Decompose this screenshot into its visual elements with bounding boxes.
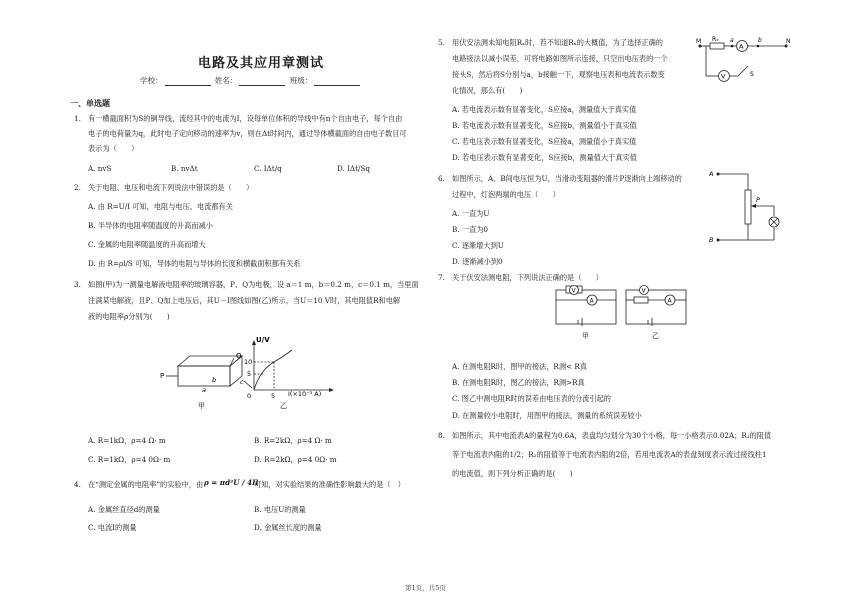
fig5-voltmeter-v: V <box>721 72 726 81</box>
q7-option-c[interactable]: C. 图乙中测电阻R时的误差由电压表的分流引起的 <box>452 394 611 403</box>
q5-number: 5. <box>438 38 445 47</box>
q5-line-1: 用伏安法测未知电阻Rₓ时，若不知道Rₓ的大概值，为了选择正确的 <box>452 38 663 47</box>
q8-number: 8. <box>438 431 445 440</box>
fig3-diagram <box>160 336 340 416</box>
fig5-ammeter-a: A <box>739 42 744 51</box>
page-title: 电路及其应用章测试 <box>198 56 325 71</box>
fig3-label-b: b <box>212 376 217 384</box>
q3-line-1: 如图(甲)为一测量电解液电阻率的玻璃容器，P、Q为电极，设 a＝1 m，b＝0.2 m，c＝0.1 m，当里面 <box>88 280 419 289</box>
q7-option-d[interactable]: D. 在测量较小电阻时，用图甲的接法，测量的系统误差较小 <box>452 411 642 420</box>
name-field[interactable] <box>239 77 285 86</box>
q2-option-b[interactable]: B. 半导体的电阻率随温度的升高而减小 <box>88 221 213 230</box>
q3-option-b[interactable]: B. R=2kΩ，ρ=4 Ω· m <box>254 436 332 445</box>
q6-option-a[interactable]: A. 一直为U <box>452 209 490 218</box>
fig3-caption-yi: 乙 <box>280 402 287 410</box>
q3-option-c[interactable]: C. R=1kΩ，ρ=4 0Ω· m <box>88 455 171 464</box>
q4-option-a[interactable]: A. 金属丝直径d的测量 <box>88 505 160 514</box>
q1-option-b[interactable]: B. nvΔt <box>171 164 198 173</box>
q4-option-d[interactable]: D. 金属丝长度的测量 <box>254 523 322 532</box>
fig7-jia-voltmeter: V <box>571 287 576 295</box>
fig5-label-a: a <box>730 37 734 44</box>
fig6-label-a: A <box>709 170 714 178</box>
fig7-yi-ammeter: A <box>667 297 672 305</box>
fig7-caption-yi: 乙 <box>652 332 659 340</box>
fig3-axis-x: I(×10⁻³ A) <box>288 390 322 398</box>
q1-option-c[interactable]: C. IΔt/q <box>254 164 282 173</box>
fig3-label-q: Q <box>236 352 242 360</box>
fig3-tick-10: 10 <box>244 358 253 366</box>
fig5-label-n: N <box>786 38 791 45</box>
q2-number: 2. <box>74 183 81 192</box>
q6-number: 6. <box>438 174 445 183</box>
q6-option-d[interactable]: D. 逐渐减小到0 <box>452 257 503 266</box>
class-field[interactable] <box>314 77 360 86</box>
q4-option-b[interactable]: B. 电压U的测量 <box>254 505 306 514</box>
fig5-label-b: b <box>758 37 762 44</box>
q1-option-d[interactable]: D. IΔt/Sq <box>337 164 370 173</box>
q3-number: 3. <box>74 280 81 289</box>
fig6-label-p: P <box>756 196 760 204</box>
q1-number: 1. <box>74 114 81 123</box>
q2-line-1: 关于电阻、电压和电流下列说法中错误的是（ ） <box>88 183 254 192</box>
q5-option-b[interactable]: B. 若电流表示数有显著变化，S应接b，测量值小于真实值 <box>452 121 637 130</box>
q1-line-3: 表示为（ ） <box>88 144 139 153</box>
q5-line-3: 接头S，然后将S分别与a，b接触一下，观察电压表和电流表示数变 <box>452 70 665 79</box>
page-footer: 第1页，共5页 <box>405 584 446 592</box>
fig7-yi-voltmeter: V <box>641 287 646 295</box>
q8-line-3: 的电流值，则下列分析正确的是( ) <box>452 469 573 478</box>
q2-option-a[interactable]: A. 由 R=U/I 可知，电阻与电压、电流都有关 <box>88 202 233 211</box>
school-label: 学校： <box>140 76 163 85</box>
fig3-tick-0: 0 <box>247 392 252 400</box>
fig3-tick-5: 5 <box>247 370 252 378</box>
q5-line-2: 电路接法以减小误差，可将电路如图所示连接，只空出电压表的一个 <box>452 54 668 63</box>
fig7-circuits <box>552 286 692 342</box>
class-label: 班级： <box>289 76 313 85</box>
fig3-label-p: P <box>160 372 165 380</box>
fig3-label-c: c <box>240 378 244 386</box>
q5-option-c[interactable]: C. 若电压表示数有显著变化，S应接a，测量值小于真实值 <box>452 137 637 146</box>
q2-option-d[interactable]: D. 由 R=ρl/S 可知，导体的电阻与导体的长度和横截面积都有关系 <box>88 259 301 268</box>
fig7-caption-jia: 甲 <box>582 332 589 340</box>
q5-option-d[interactable]: D. 若电压表示数有显著变化，S应接b，测量值大于真实值 <box>452 153 637 162</box>
q7-option-a[interactable]: A. 在测电阻R时，图甲的接法，R测< R真 <box>452 362 587 371</box>
q4-formula: ρ = πd²U / 4Il <box>204 478 259 487</box>
fig7-jia-ammeter: A <box>589 297 594 305</box>
q6-line-2: 过程中，灯泡两端的电压（ ） <box>452 190 560 199</box>
q4-number: 4. <box>74 480 81 489</box>
q3-option-d[interactable]: D. R=2kΩ，ρ=4 0Ω· m <box>254 455 337 464</box>
q5-option-a[interactable]: A. 若电流表示数有显著变化，S应接a，测量值大于真实值 <box>452 105 637 114</box>
q3-option-a[interactable]: A. R=1kΩ，ρ=4 Ω· m <box>88 436 166 445</box>
q8-line-2: 等于电流表内阻的1/2；R₂的阻值等于电流表内阻的2倍，若用电流表A的表盘刻度表示流过接线柱1 <box>452 450 767 459</box>
q1-line-2: 电子的电荷量为q，此时电子定向移动的速率为v，则在Δt时间内，通过导体横截面的自由电子数目可 <box>88 129 407 138</box>
q7-line-1: 关于伏安法测电阻，下列说法正确的是（ ） <box>452 273 603 282</box>
q4-line-1: 在“测定金属的电阻率”的实验中，由 <box>88 480 204 489</box>
q4-line-2: 可知，对实验结果的准确性影响最大的是（ ） <box>254 480 405 489</box>
q3-line-2: 注满某电解液，且P、Q加上电压后，其U－I图线如图(乙)所示，当U＝10 V时，其电阻值R和电解 <box>88 296 401 305</box>
q1-option-a[interactable]: A. nvS <box>88 164 112 173</box>
q3-line-3: 液的电阻率ρ分别为( ) <box>88 312 170 321</box>
q1-line-1: 有一横截面积为S的铜导线，流经其中的电流为I，设每单位体积的导线中有n个自由电子，每个自由 <box>88 114 403 123</box>
fig3-tick-x5: 5 <box>271 392 276 400</box>
fig5-label-s: S <box>750 71 754 78</box>
fig5-label-rx: Rₓ <box>712 36 719 43</box>
name-label: 姓名： <box>214 76 238 85</box>
q2-option-c[interactable]: C. 金属的电阻率随温度的升高而增大 <box>88 240 206 249</box>
q7-number: 7. <box>438 273 445 282</box>
q6-option-c[interactable]: C. 逐渐增大到U <box>452 241 504 250</box>
q8-line-1: 如图所示，其中电流表A的量程为0.6A，表盘均匀划分为30个小格，每一小格表示0.02A；R₁的阻值 <box>452 431 772 440</box>
fig3-label-a: a <box>202 386 206 394</box>
q4-option-c[interactable]: C. 电流I的测量 <box>88 523 137 532</box>
school-field[interactable] <box>165 77 211 86</box>
q7-option-b[interactable]: B. 在测电阻R时，图乙的接法，R测>R真 <box>452 378 585 387</box>
q5-line-4: 化情况，那么有( ) <box>452 86 523 95</box>
fig6-circuit <box>708 168 788 248</box>
student-info <box>140 75 362 86</box>
q6-line-1: 如图所示，A、B间电压恒为U，当滑动变阻器的滑片P逐渐向上端移动的 <box>452 174 682 183</box>
fig6-label-b: B <box>709 236 714 244</box>
q6-option-b[interactable]: B. 一直为0 <box>452 225 488 234</box>
fig5-circuit <box>694 38 794 88</box>
fig3-caption-jia: 甲 <box>198 402 205 410</box>
fig3-axis-y: U/V <box>256 336 270 344</box>
fig5-label-m: M <box>696 38 702 45</box>
section-heading: 一、单选题 <box>70 98 110 108</box>
